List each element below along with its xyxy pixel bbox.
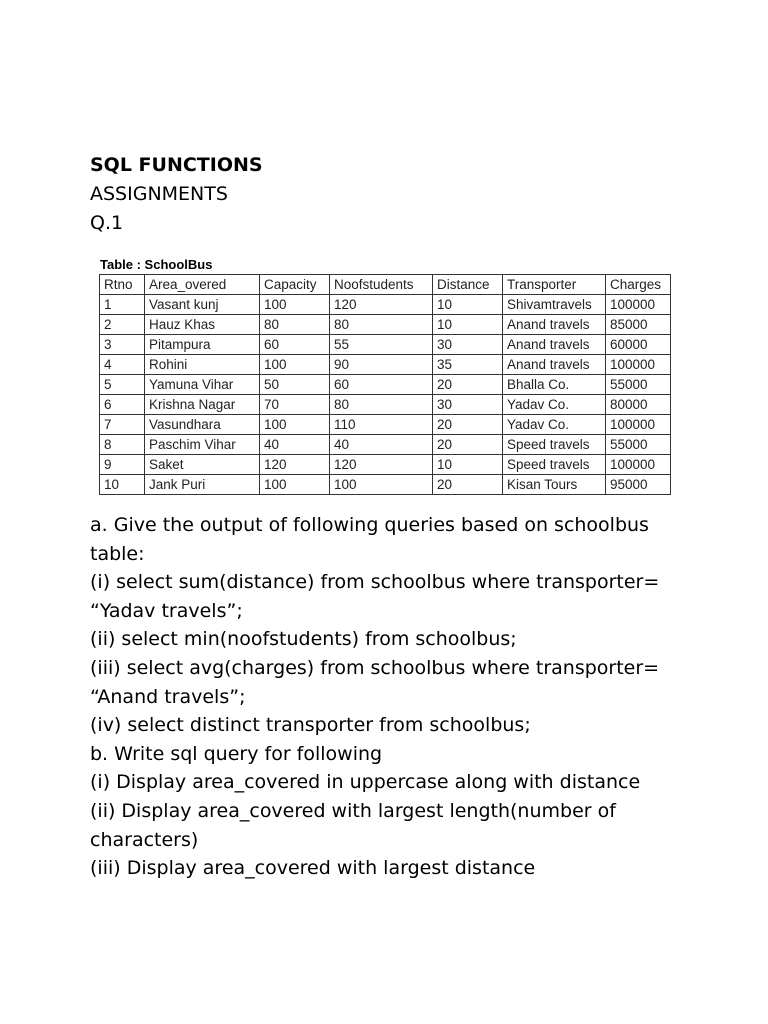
question-line: (iii) Display area_covered with largest distance: [90, 857, 536, 880]
table-cell: Rohini: [145, 355, 260, 375]
table-cell: 60: [260, 335, 330, 355]
question-line: (ii) select min(noofstudents) from schoolbus;: [90, 628, 517, 651]
question-line: characters): [90, 828, 199, 851]
table-cell: 20: [433, 375, 503, 395]
table-cell: 120: [260, 455, 330, 475]
question-line: a. Give the output of following queries based on schoolbus: [90, 514, 649, 536]
question-number: Q.1: [90, 212, 124, 234]
table-cell: 95000: [606, 475, 671, 495]
table-row: [100, 335, 671, 355]
questions-block: [90, 511, 710, 883]
table-cell: 2: [100, 315, 145, 335]
table-cell: Yadav Co.: [503, 395, 606, 415]
table-row: [100, 475, 671, 495]
question-line: b. Write sql query for following: [90, 742, 383, 765]
table-cell: Anand travels: [503, 335, 606, 355]
column-header: Noofstudents: [330, 275, 433, 295]
document-title: SQL FUNCTIONS: [90, 154, 263, 176]
table-cell: 60: [330, 375, 433, 395]
table-cell: 100000: [606, 295, 671, 315]
table-cell: 100000: [606, 455, 671, 475]
document-subtitle: ASSIGNMENTS: [90, 183, 228, 205]
column-header: Area_overed: [145, 275, 260, 295]
table-cell: Anand travels: [503, 315, 606, 335]
table-cell: 120: [330, 295, 433, 315]
table-cell: 50: [260, 375, 330, 395]
column-header: Capacity: [260, 275, 330, 295]
table-cell: Yadav Co.: [503, 415, 606, 435]
table-cell: 10: [100, 475, 145, 495]
table-cell: 8: [100, 435, 145, 455]
table-cell: Kisan Tours: [503, 475, 606, 495]
table-cell: 20: [433, 415, 503, 435]
table-cell: Vasant kunj: [145, 295, 260, 315]
table-caption: Table : SchoolBus: [100, 257, 213, 272]
table-cell: 80: [260, 315, 330, 335]
column-header: Charges: [606, 275, 671, 295]
table-cell: 100: [330, 475, 433, 495]
table-cell: Anand travels: [503, 355, 606, 375]
table-cell: 90: [330, 355, 433, 375]
table-cell: 85000: [606, 315, 671, 335]
table-cell: 9: [100, 455, 145, 475]
table-cell: 70: [260, 395, 330, 415]
table-row: [100, 295, 671, 315]
table-cell: 60000: [606, 335, 671, 355]
table-cell: 40: [330, 435, 433, 455]
table-cell: 10: [433, 455, 503, 475]
table-cell: 100000: [606, 415, 671, 435]
table-cell: 55000: [606, 435, 671, 455]
table-cell: 1: [100, 295, 145, 315]
question-line: “Yadav travels”;: [90, 599, 243, 622]
table-cell: 10: [433, 295, 503, 315]
column-header: Distance: [433, 275, 503, 295]
question-line: “Anand travels”;: [90, 685, 246, 708]
table-cell: Shivamtravels: [503, 295, 606, 315]
question-line: table:: [90, 542, 145, 565]
table-row: [100, 455, 671, 475]
column-header: Rtno: [100, 275, 145, 295]
table-cell: 5: [100, 375, 145, 395]
table-cell: 7: [100, 415, 145, 435]
table-row: [100, 415, 671, 435]
table-cell: Paschim Vihar: [145, 435, 260, 455]
column-header: Transporter: [503, 275, 606, 295]
table-cell: 120: [330, 455, 433, 475]
table-cell: 20: [433, 475, 503, 495]
question-line: (i) select sum(distance) from schoolbus where transporter=: [90, 571, 660, 594]
table-cell: 35: [433, 355, 503, 375]
table-header-row: [100, 275, 671, 295]
table-row: [100, 315, 671, 335]
table-cell: Hauz Khas: [145, 315, 260, 335]
table-cell: 100: [260, 415, 330, 435]
table-cell: Vasundhara: [145, 415, 260, 435]
table-cell: 10: [433, 315, 503, 335]
question-line: (ii) Display area_covered with largest length(number of: [90, 799, 616, 822]
table-cell: 55: [330, 335, 433, 355]
table-cell: 100: [260, 295, 330, 315]
table-cell: 100000: [606, 355, 671, 375]
question-line: (i) Display area_covered in uppercase along with distance: [90, 771, 641, 794]
table-cell: 30: [433, 395, 503, 415]
table-cell: 6: [100, 395, 145, 415]
table-cell: 40: [260, 435, 330, 455]
table-cell: 100: [260, 475, 330, 495]
table-cell: Bhalla Co.: [503, 375, 606, 395]
table-cell: 30: [433, 335, 503, 355]
question-line: (iii) select avg(charges) from schoolbus where transporter=: [90, 656, 660, 679]
table-cell: Saket: [145, 455, 260, 475]
table-cell: Speed travels: [503, 455, 606, 475]
table-cell: 80000: [606, 395, 671, 415]
table-cell: 20: [433, 435, 503, 455]
question-line: (iv) select distinct transporter from schoolbus;: [90, 714, 531, 737]
document-header: [90, 151, 263, 238]
table-cell: 4: [100, 355, 145, 375]
table-cell: 100: [260, 355, 330, 375]
table-cell: Yamuna Vihar: [145, 375, 260, 395]
table-cell: 55000: [606, 375, 671, 395]
table-cell: Pitampura: [145, 335, 260, 355]
table-cell: Krishna Nagar: [145, 395, 260, 415]
table-cell: Speed travels: [503, 435, 606, 455]
table-cell: 3: [100, 335, 145, 355]
table-cell: 110: [330, 415, 433, 435]
schoolbus-table: [99, 274, 671, 495]
table-row: [100, 355, 671, 375]
table-cell: 80: [330, 315, 433, 335]
table-body: [100, 295, 671, 495]
table-row: [100, 395, 671, 415]
table-cell: Jank Puri: [145, 475, 260, 495]
table-row: [100, 435, 671, 455]
table-row: [100, 375, 671, 395]
table-cell: 80: [330, 395, 433, 415]
